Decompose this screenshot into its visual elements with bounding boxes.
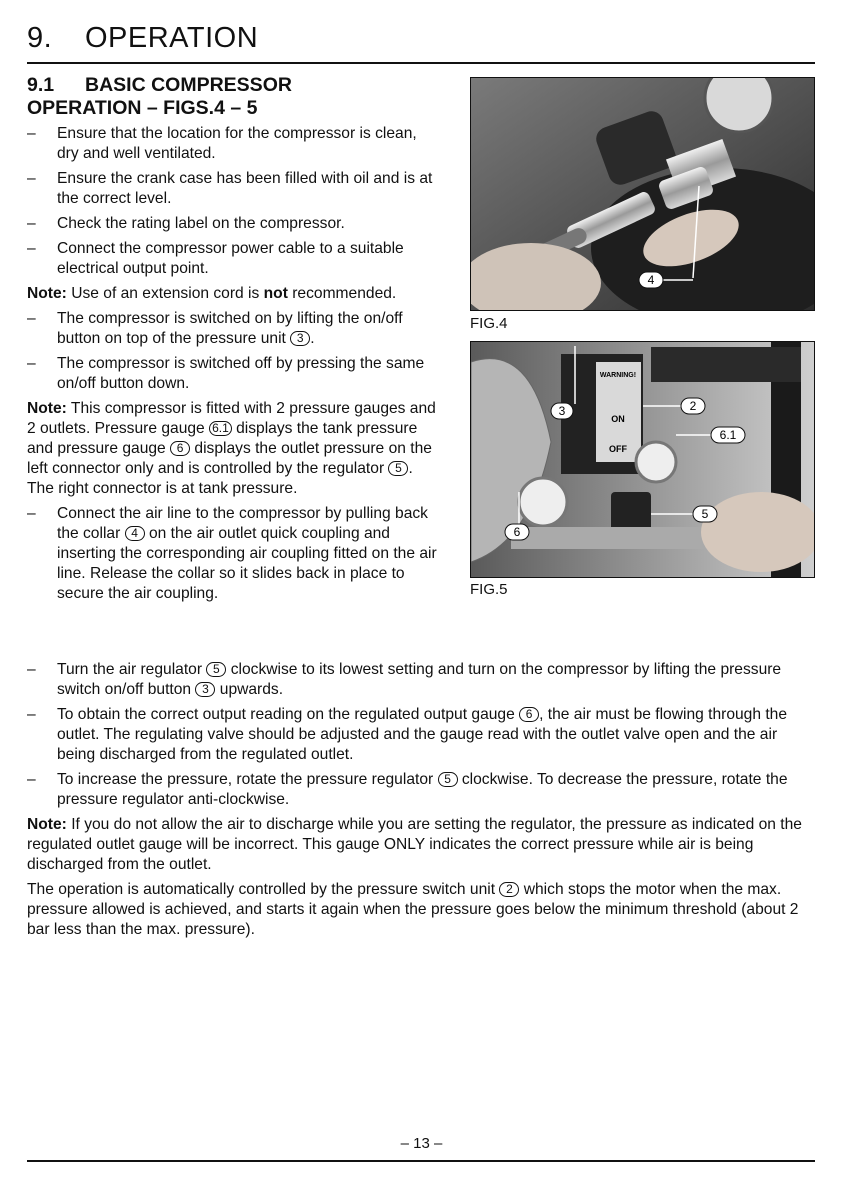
list-item-text: The compressor is switched on by lifting the on/off button on top of the pressure unit — [57, 310, 403, 347]
section-heading — [27, 74, 437, 120]
note-text: Use of an extension cord is — [71, 285, 260, 302]
gauge-shape — [705, 78, 773, 132]
callout-2-label: 2 — [689, 399, 697, 413]
list-item — [27, 239, 437, 279]
note-paragraph — [27, 284, 437, 304]
warning-off-text: OFF — [609, 444, 627, 454]
list-item-text: on the air outlet quick coupling and inserting the corresponding air coupling fitted on the air line. Release the collar so it slides back in place to secure the air coupling. — [57, 525, 437, 602]
note-text: If you do not allow the air to discharge while you are setting the regulator, the pressure as indicated on the regulated outlet gauge will be incorrect. This gauge ONLY indicates the correct pressure while air is being discharged from the outlet. — [27, 816, 802, 873]
list-item-text: Turn the air regulator — [57, 661, 203, 678]
figure-4-illustration — [471, 78, 814, 310]
list-item-text: Check the rating label on the compressor. — [57, 215, 345, 232]
list-item-text: Connect the compressor power cable to a suitable electrical output point. — [57, 240, 404, 277]
reference-marker: 6.1 — [209, 421, 232, 436]
chapter-number: 9. — [27, 22, 53, 54]
outlet-gauge — [519, 478, 567, 526]
reference-marker: 6 — [519, 707, 539, 722]
list-item-text: Ensure the crank case has been filled with oil and is at the correct level. — [57, 170, 433, 207]
reference-marker: 2 — [499, 882, 519, 897]
list-dash: – — [27, 310, 36, 327]
page-number: – 13 – — [400, 1135, 443, 1152]
note-text: displays the tank pressure and pressure gauge — [27, 420, 418, 457]
list-item-text: , the air must be flowing through the outlet. The regulating valve should be adjusted and the gauge read with the outlet valve open and the air being discharged from the regulated outlet. — [57, 706, 788, 763]
paragraph-text: which stops the motor when the max. pressure allowed is achieved, and starts it again when the pressure goes below the minimum threshold (about 2 bar less than the max. pressure). — [27, 881, 799, 938]
list-item — [27, 660, 817, 700]
closing-paragraph — [27, 880, 817, 940]
chapter-heading — [27, 22, 258, 55]
callout-4-label: 4 — [647, 273, 655, 287]
warning-text: WARNING! — [599, 372, 637, 379]
paragraph-text: The operation is automatically controlled by the pressure switch unit — [27, 881, 496, 898]
full-width-section — [27, 660, 817, 945]
list-dash: – — [27, 355, 36, 372]
figure-5-caption: FIG.5 — [470, 581, 508, 598]
list-dash: – — [27, 170, 36, 187]
list-dash: – — [27, 215, 36, 232]
section-title-line1: BASIC COMPRESSOR — [85, 74, 292, 96]
note-label: Note: — [27, 400, 67, 417]
callout-3-label: 3 — [558, 404, 566, 418]
callout-6-1-label: 6.1 — [719, 428, 737, 442]
list-dash: – — [27, 661, 36, 678]
left-column — [27, 124, 437, 609]
list-dash: – — [27, 771, 36, 788]
callout-5-label: 5 — [701, 507, 709, 521]
reference-marker: 3 — [195, 682, 215, 697]
figure-5-photo — [470, 341, 815, 578]
note-paragraph — [27, 399, 437, 499]
list-item-text: clockwise. To decrease the pressure, rotate the pressure regulator anti-clockwise. — [57, 771, 788, 808]
list-item-text: To increase the pressure, rotate the pressure regulator — [57, 771, 434, 788]
list-item — [27, 169, 437, 209]
section-title-line2: OPERATION – FIGS.4 – 5 — [27, 97, 258, 119]
list-dash: – — [27, 240, 36, 257]
warning-on-text: ON — [611, 414, 625, 424]
reference-marker: 3 — [290, 331, 310, 346]
footer-rule — [27, 1160, 815, 1162]
figure-4-photo — [470, 77, 815, 311]
list-dash: – — [27, 706, 36, 723]
list-item-text: Ensure that the location for the compressor is clean, dry and well ventilated. — [57, 125, 417, 162]
list-item-text: clockwise to its lowest setting and turn on the compressor by lifting the pressure switch on/off button — [57, 661, 782, 698]
list-item — [27, 354, 437, 394]
note-text: This compressor is fitted with 2 pressure gauges and 2 outlets. Pressure gauge — [27, 400, 436, 437]
figure-5-illustration — [471, 342, 814, 577]
section-number: 9.1 — [27, 74, 55, 96]
list-item — [27, 214, 437, 234]
callout-6-label: 6 — [513, 525, 521, 539]
chapter-title: OPERATION — [85, 22, 259, 54]
tank-gauge — [636, 442, 676, 482]
note-text: . The right connector is at tank pressure. — [27, 460, 413, 497]
note-paragraph — [27, 815, 817, 875]
handle-grip — [651, 347, 801, 382]
note-text: recommended. — [292, 285, 397, 302]
list-item — [27, 770, 817, 810]
note-text: displays the outlet pressure on the left connector only and is controlled by the regulator — [27, 440, 432, 477]
list-item-text: To obtain the correct output reading on the regulated output gauge — [57, 706, 515, 723]
list-dash: – — [27, 505, 36, 522]
reference-marker: 4 — [125, 526, 145, 541]
header-rule — [27, 62, 815, 64]
reference-marker: 5 — [438, 772, 458, 787]
note-emphasis: not — [263, 285, 288, 302]
list-item-text: upwards. — [219, 681, 284, 698]
list-item-text: Connect the air line to the compressor by pulling back the collar — [57, 505, 428, 542]
note-label: Note: — [27, 816, 67, 833]
figure-4-caption: FIG.4 — [470, 315, 508, 332]
manifold — [511, 527, 711, 549]
list-item-text: The compressor is switched off by pressing the same on/off button down. — [57, 355, 425, 392]
list-item — [27, 705, 817, 765]
list-item-text: . — [310, 330, 315, 347]
list-dash: – — [27, 125, 36, 142]
reference-marker: 5 — [206, 662, 226, 677]
list-item — [27, 309, 437, 349]
reference-marker: 6 — [170, 441, 190, 456]
list-item — [27, 124, 437, 164]
reference-marker: 5 — [388, 461, 408, 476]
list-item — [27, 504, 437, 604]
note-label: Note: — [27, 285, 67, 302]
